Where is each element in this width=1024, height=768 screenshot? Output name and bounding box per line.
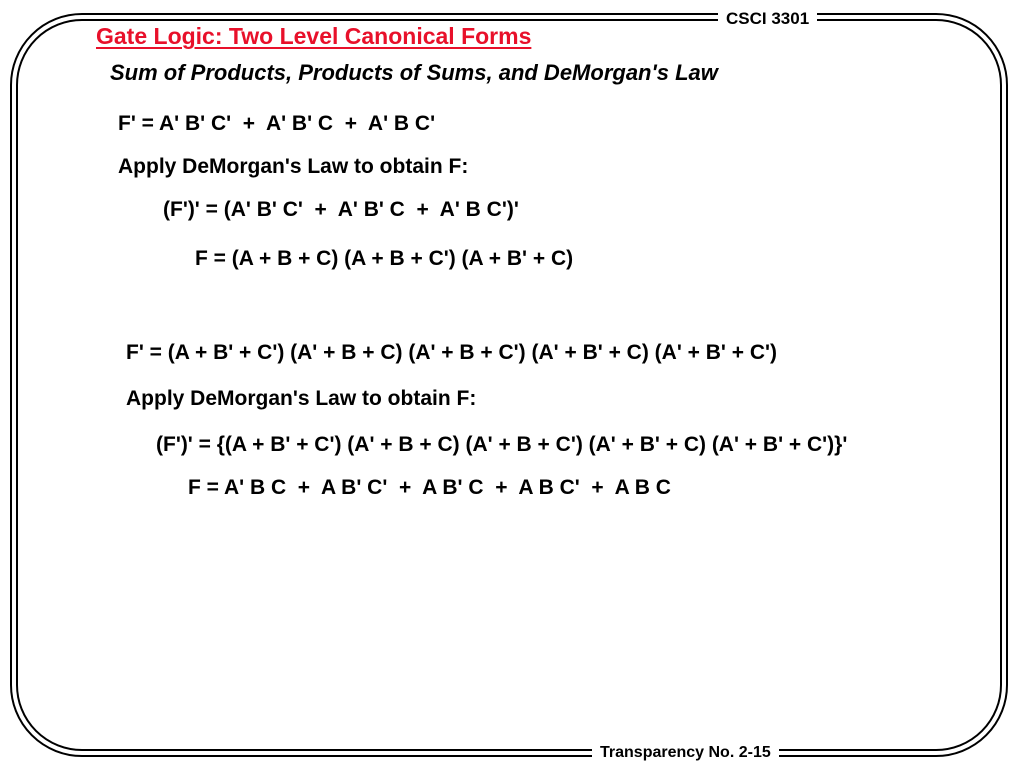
slide-title: Gate Logic: Two Level Canonical Forms	[96, 23, 532, 49]
slide-subtitle: Sum of Products, Products of Sums, and DeMorgan's Law	[110, 60, 718, 85]
sop-result: F = A' B C + A B' C' + A B' C + A B C' + A B C	[188, 476, 671, 499]
transparency-number: Transparency No. 2-15	[592, 743, 779, 763]
demorgan-instruction-2: Apply DeMorgan's Law to obtain F:	[126, 387, 477, 410]
pos-result: F = (A + B + C) (A + B + C') (A + B' + C)	[195, 247, 574, 270]
demorgan-step-1: (F')' = (A' B' C' + A' B' C + A' B C')'	[163, 198, 519, 221]
course-label: CSCI 3301	[718, 9, 817, 29]
demorgan-step-2: (F')' = {(A + B' + C') (A' + B + C) (A' + B + C') (A' + B' + C) (A' + B' + C')}'	[156, 433, 848, 456]
demorgan-instruction-1: Apply DeMorgan's Law to obtain F:	[118, 155, 469, 178]
pos-expression: F' = (A + B' + C') (A' + B + C) (A' + B + C') (A' + B' + C) (A' + B' + C')	[126, 341, 777, 364]
sop-expression: F' = A' B' C' + A' B' C + A' B C'	[118, 112, 436, 135]
